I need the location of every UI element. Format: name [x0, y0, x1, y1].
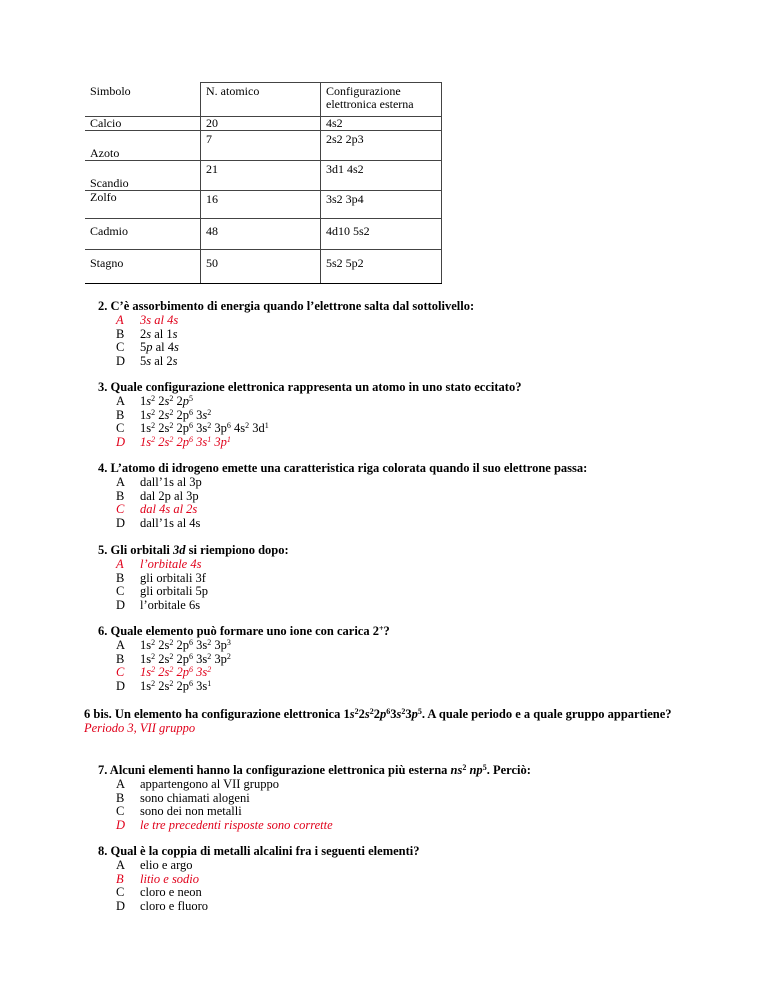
table-cell-config: 5s2 5p2 [321, 250, 442, 284]
question-6bis [84, 707, 764, 735]
option-b [116, 327, 718, 341]
option-text: 5s al 2s [140, 353, 178, 368]
option-b [116, 571, 718, 585]
table-cell-config: 4d10 5s2 [321, 219, 442, 250]
option-text: le tre precedenti risposte sono corrette [140, 817, 333, 832]
option-text: cloro e neon [140, 885, 202, 900]
option-letter: B [116, 407, 125, 422]
option-letter: D [116, 434, 126, 449]
option-b [116, 489, 718, 503]
option-letter: A [116, 394, 126, 408]
option-text: gli orbitali 5p [140, 584, 209, 599]
option-text: dal 4s al 2s [140, 502, 198, 517]
option-letter: D [116, 515, 126, 530]
option-c [116, 421, 718, 435]
question-4 [98, 461, 718, 529]
option-c [116, 665, 718, 679]
option-c [116, 584, 718, 598]
option-text: l’orbitale 6s [140, 597, 201, 612]
table-header-number: N. atomico [201, 83, 321, 117]
question-6 [98, 624, 718, 692]
elements-table [85, 82, 442, 284]
option-b [116, 408, 718, 422]
option-text: $1s^2$ $2s^2$ $2p^6$ $3s^2$ $3p^2$ [140, 651, 231, 666]
option-d [116, 899, 718, 913]
option-a [116, 557, 718, 571]
option-letter: B [116, 651, 125, 666]
table-cell-number: 48 [201, 219, 321, 250]
question-6bis-title: 6 bis. Un elemento ha configurazione elettronica $1s^22s^22p^63s^23p^5$. A quale periodo e a quale gruppo appartiene? [84, 707, 672, 721]
option-a [116, 313, 718, 327]
table-header-symbol: Simbolo [85, 83, 201, 117]
table-cell-config: 3d1 4s2 [321, 161, 442, 191]
option-d [116, 516, 718, 530]
option-letter: C [116, 885, 125, 900]
option-a [116, 777, 718, 791]
option-letter: B [116, 871, 124, 886]
option-text: $1s^2$ $2s^2$ $2p^6$ $3s^2$ $3p^6$ $4s^2$ $3d^1$ [140, 421, 269, 436]
option-letter: A [116, 638, 126, 652]
option-letter: C [116, 340, 125, 355]
option-letter: A [116, 557, 124, 571]
option-a [116, 394, 718, 408]
option-b [116, 872, 718, 886]
option-text: $1s^2$ $2s^2$ $2p^6$ $3s^2$ $3p^3$ [140, 638, 231, 652]
option-text: dall’1s al 3p [140, 475, 202, 489]
option-c [116, 502, 718, 516]
option-a [116, 858, 718, 872]
option-letter: C [116, 665, 125, 680]
option-letter: A [116, 475, 126, 489]
option-letter: C [116, 502, 125, 517]
table-cell-number: 20 [201, 117, 321, 131]
question-4-title: 4. L’atomo di idrogeno emette una caratteristica riga colorata quando il suo elettrone passa: [98, 461, 588, 475]
table-cell-number: 50 [201, 250, 321, 284]
option-text: dal 2p al 3p [140, 488, 199, 503]
option-letter: C [116, 421, 125, 436]
question-5-title: 5. Gli orbitali 3d si riempiono dopo: [98, 543, 289, 557]
question-8-title: 8. Qual è la coppia di metalli alcalini fra i seguenti elementi? [98, 844, 420, 858]
question-7 [98, 763, 718, 831]
option-letter: A [116, 777, 126, 791]
table-cell-symbol: Stagno [85, 250, 201, 284]
option-letter: A [116, 858, 126, 872]
option-text: litio e sodio [140, 871, 200, 886]
option-text: 2s al 1s [140, 326, 178, 341]
question-2 [98, 299, 718, 367]
table-cell-config: 2s2 2p3 [321, 131, 442, 161]
option-d [116, 679, 718, 693]
option-text: 5p al 4s [140, 340, 179, 355]
option-letter: B [116, 326, 125, 341]
table-cell-symbol: Zolfo [85, 191, 201, 219]
option-text: $1s^2$ $2s^2$ $2p^6$ $3s^1$ $3p^1$ [140, 434, 231, 449]
option-letter: C [116, 804, 125, 819]
question-5 [98, 543, 718, 611]
table-cell-symbol [85, 131, 201, 161]
option-d [116, 598, 718, 612]
table-cell-config: 4s2 [321, 117, 442, 131]
table-header-config: Configurazione elettronica esterna [321, 83, 442, 117]
option-text: elio e argo [140, 858, 193, 872]
option-d [116, 818, 718, 832]
table-cell-symbol [85, 161, 201, 191]
option-text: sono chiamati alogeni [140, 790, 250, 805]
option-a [116, 475, 718, 489]
option-text: $1s^2$ $2s^2$ $2p^6$ $3s^1$ [140, 678, 212, 693]
option-d [116, 435, 718, 449]
option-letter: B [116, 790, 125, 805]
table-cell-symbol: Calcio [85, 117, 201, 131]
option-letter: B [116, 488, 125, 503]
table-cell-number: 21 [201, 161, 321, 191]
option-b [116, 791, 718, 805]
question-8 [98, 844, 718, 912]
option-letter: D [116, 898, 126, 913]
question-6bis-answer: Periodo 3, VII gruppo [84, 721, 196, 735]
option-d [116, 354, 718, 368]
question-3 [98, 380, 718, 448]
question-6-title: 6. Quale elemento può formare uno ione con carica 2+? [98, 624, 390, 638]
option-text: l’orbitale 4s [140, 557, 202, 571]
table-cell-symbol-text: Azoto [90, 146, 120, 160]
option-c [116, 804, 718, 818]
table-cell-number: 16 [201, 191, 321, 219]
option-letter: D [116, 678, 126, 693]
option-a [116, 638, 718, 652]
table-cell-number: 7 [201, 131, 321, 161]
option-text: sono dei non metalli [140, 804, 242, 819]
option-letter: A [116, 313, 124, 327]
option-letter: B [116, 570, 125, 585]
option-text: dall’1s al 4s [140, 515, 201, 530]
option-text: $1s^2$ $2s^2$ $2p^6$ $3s^2$ [140, 665, 212, 680]
option-text: appartengono al VII gruppo [140, 777, 279, 791]
option-letter: D [116, 817, 126, 832]
question-7-title: 7. Alcuni elementi hanno la configurazione elettronica più esterna $ns^2$ $np^5$. Perciò: [98, 763, 531, 777]
option-b [116, 652, 718, 666]
option-letter: C [116, 584, 125, 599]
table-cell-config: 3s2 3p4 [321, 191, 442, 219]
option-text: 3s al 4s [140, 313, 179, 327]
option-letter: D [116, 353, 126, 368]
option-c [116, 885, 718, 899]
option-text: $1s^2$ $2s^2$ $2p^5$ [140, 394, 193, 408]
option-text: gli orbitali 3f [140, 570, 206, 585]
table-cell-symbol-text: Scandio [90, 176, 129, 190]
option-letter: D [116, 597, 126, 612]
question-2-title: 2. C’è assorbimento di energia quando l’elettrone salta dal sottolivello: [98, 299, 475, 313]
option-c [116, 340, 718, 354]
option-text: $1s^2$ $2s^2$ $2p^6$ $3s^2$ [140, 407, 212, 422]
question-3-title: 3. Quale configurazione elettronica rappresenta un atomo in uno stato eccitato? [98, 380, 522, 394]
table-cell-symbol: Cadmio [85, 219, 201, 250]
option-text: cloro e fluoro [140, 898, 209, 913]
